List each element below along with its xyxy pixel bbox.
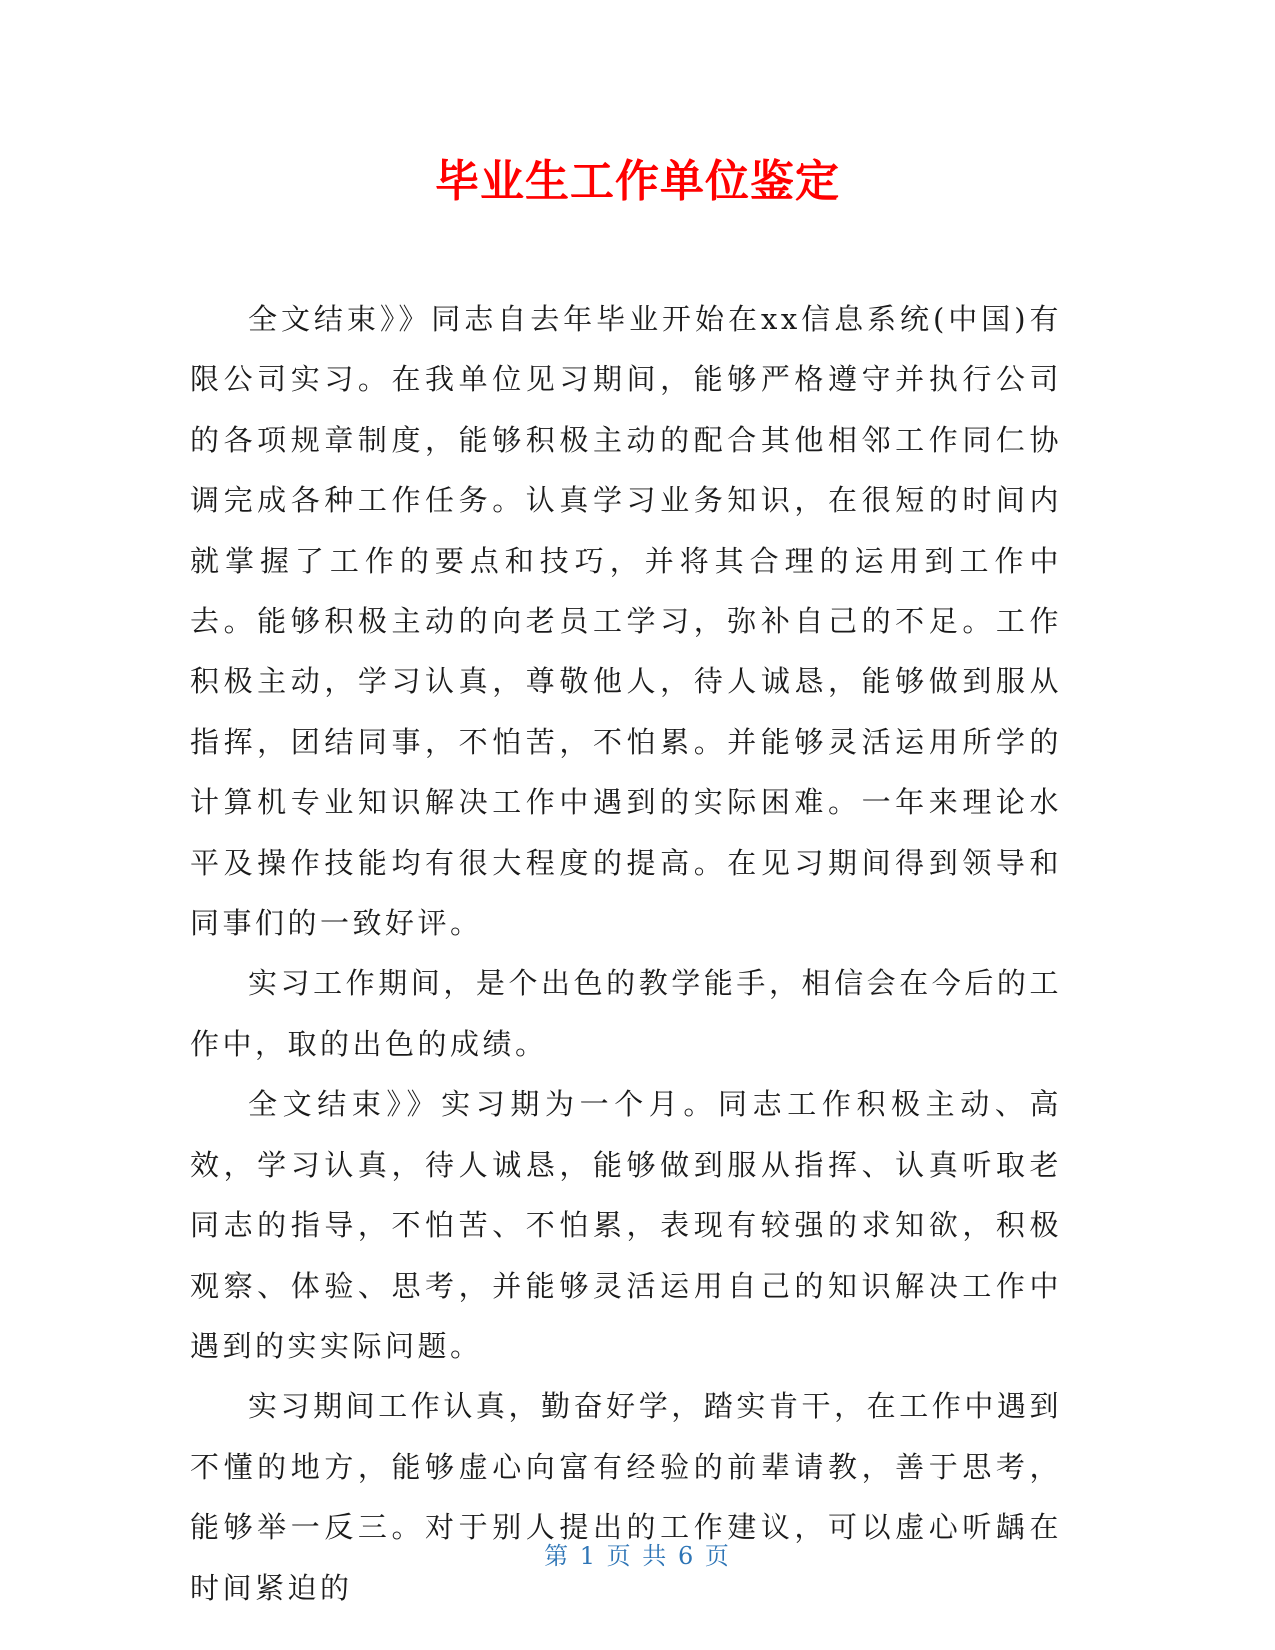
document-body (190, 289, 1062, 1618)
paragraph-1: 全文结束》》同志自去年毕业开始在xx信息系统(中国)有限公司实习。在我单位见习期间，能够严格遵守并执行公司的各项规章制度，能够积极主动的配合其他相邻工作同仁协调完成各种工作任务。认真学习业务知识，在很短的时间内就掌握了工作的要点和技巧，并将其合理的运用到工作中去。能够积极主动的向老员工学习，弥补自己的不足。工作积极主动，学习认真，尊敬他人，待人诚恳，能够做到服从指挥，团结同事，不怕苦，不怕累。并能够灵活运用所学的计算机专业知识解决工作中遇到的实际困难。一年来理论水平及操作技能均有很大程度的提高。在见习期间得到领导和同事们的一致好评。 (190, 302, 1062, 941)
paragraph-3: 全文结束》》实习期为一个月。同志工作积极主动、高效，学习认真，待人诚恳，能够做到服从指挥、认真听取老同志的指导，不怕苦、不怕累，表现有较强的求知欲，积极观察、体验、思考，并能够灵活运用自己的知识解决工作中遇到的实实际问题。 (190, 1087, 1062, 1363)
paragraph-4: 实习期间工作认真，勤奋好学，踏实肯干，在工作中遇到不懂的地方，能够虚心向富有经验的前辈请教，善于思考，能够举一反三。对于别人提出的工作建议，可以虚心听龋在时间紧迫的 (190, 1389, 1062, 1605)
page-footer: 第 1 页 共 6 页 (544, 1542, 731, 1570)
document-title: 毕业生工作单位鉴定 (435, 156, 840, 207)
paragraph-2: 实习工作期间，是个出色的教学能手，相信会在今后的工作中，取的出色的成绩。 (190, 966, 1062, 1061)
